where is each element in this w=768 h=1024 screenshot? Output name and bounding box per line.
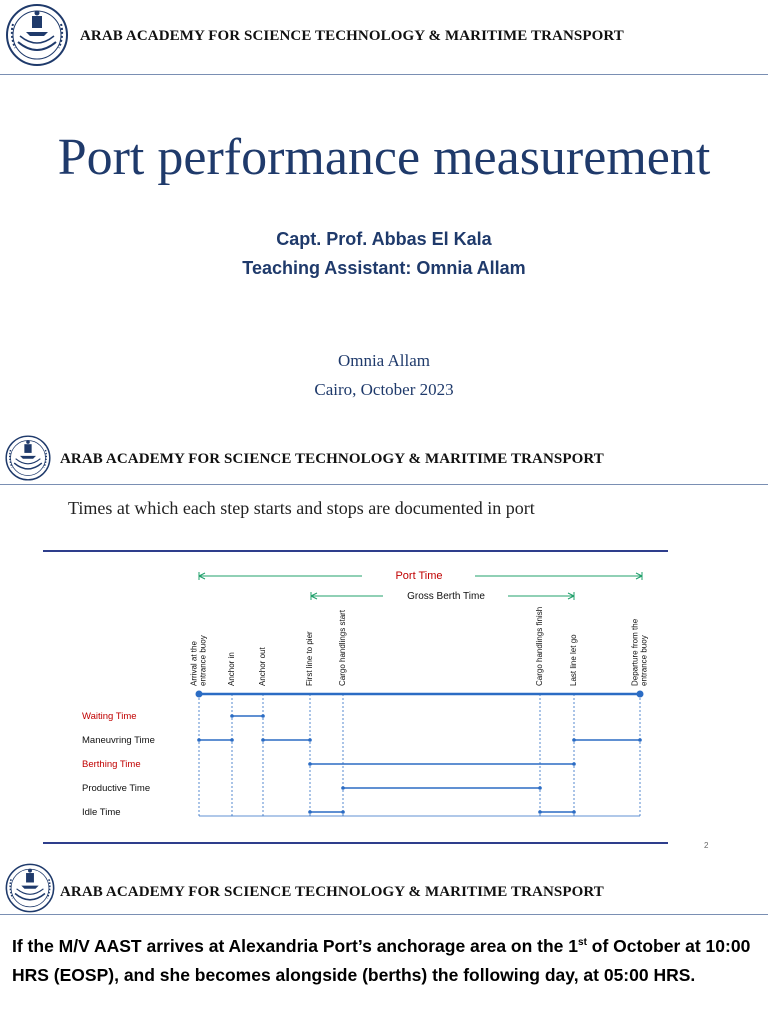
slide-caption: Times at which each step starts and stops are documented in port bbox=[68, 498, 535, 518]
event-label: First line to pier bbox=[305, 631, 314, 686]
segment-start-dot bbox=[572, 738, 576, 742]
exercise-question bbox=[12, 928, 764, 990]
segment-start-dot bbox=[230, 714, 234, 718]
segment-start-dot bbox=[308, 810, 312, 814]
segment-start-dot bbox=[197, 738, 201, 742]
event-label: Departure from the bbox=[630, 618, 640, 686]
header-divider bbox=[0, 484, 768, 485]
question-superscript: st bbox=[578, 937, 587, 948]
author-name: Capt. Prof. Abbas El Kala bbox=[276, 229, 492, 249]
segment-start-dot bbox=[538, 810, 542, 814]
slide2-header bbox=[0, 430, 768, 500]
port-time-arrow bbox=[199, 570, 642, 582]
academy-seal-icon bbox=[4, 862, 56, 914]
slide1-header bbox=[0, 0, 768, 70]
page-title: Port performance measurement bbox=[57, 129, 711, 186]
segment-end-dot bbox=[638, 738, 642, 742]
institution-name: ARAB ACADEMY FOR SCIENCE TECHNOLOGY & MARITIME TRANSPORT bbox=[60, 451, 604, 467]
academy-seal-icon bbox=[4, 434, 52, 482]
segment-end-dot bbox=[308, 738, 312, 742]
segment-start-dot bbox=[308, 762, 312, 766]
row-label: Berthing Time bbox=[82, 759, 141, 770]
segment-end-dot bbox=[230, 738, 234, 742]
presenter-name: Omnia Allam bbox=[337, 351, 431, 370]
event-label: Anchor out bbox=[258, 647, 267, 686]
header-divider bbox=[0, 914, 768, 915]
event-label: entrance buoy bbox=[198, 635, 208, 686]
row-label: Maneuvring Time bbox=[82, 735, 155, 746]
header-divider bbox=[0, 74, 768, 75]
segment-start-dot bbox=[341, 786, 345, 790]
institution-name: ARAB ACADEMY FOR SCIENCE TECHNOLOGY & MARITIME TRANSPORT bbox=[60, 884, 604, 900]
segment-end-dot bbox=[261, 714, 265, 718]
slide3-header bbox=[0, 860, 768, 930]
place-date: Cairo, October 2023 bbox=[314, 380, 454, 399]
row-label: Idle Time bbox=[82, 807, 121, 818]
event-label: Anchor in bbox=[227, 652, 236, 686]
question-text-part2: of October at 10:00 HRS (EOSP), and she becomes alongside (berths) the following day, at 05:00 HRS. bbox=[12, 935, 751, 985]
event-label: Arrival at the bbox=[189, 641, 199, 686]
academy-seal-icon bbox=[4, 2, 70, 68]
teaching-assistant: Teaching Assistant: Omnia Allam bbox=[242, 258, 526, 278]
port-time-label: Port Time bbox=[395, 570, 443, 582]
segment-end-dot bbox=[538, 786, 542, 790]
gross-berth-time-arrow bbox=[311, 591, 574, 602]
page-number: 2 bbox=[704, 841, 709, 850]
row-label: Waiting Time bbox=[82, 711, 137, 722]
event-label: Cargo handlings finish bbox=[535, 606, 544, 686]
event-label: Last line let go bbox=[569, 634, 578, 686]
row-label: Productive Time bbox=[82, 783, 151, 794]
event-label: Cargo handlings start bbox=[338, 609, 347, 686]
segment-start-dot bbox=[261, 738, 265, 742]
segment-end-dot bbox=[572, 810, 576, 814]
event-label: entrance buoy bbox=[639, 635, 649, 686]
port-time-diagram bbox=[0, 540, 768, 850]
gross-berth-time-label: Gross Berth Time bbox=[407, 591, 485, 602]
question-text-part1: If the M/V AAST arrives at Alexandria Port’s anchorage area on the 1 bbox=[12, 935, 579, 956]
institution-name: ARAB ACADEMY FOR SCIENCE TECHNOLOGY & MARITIME TRANSPORT bbox=[80, 28, 624, 44]
segment-end-dot bbox=[341, 810, 345, 814]
segment-end-dot bbox=[572, 762, 576, 766]
